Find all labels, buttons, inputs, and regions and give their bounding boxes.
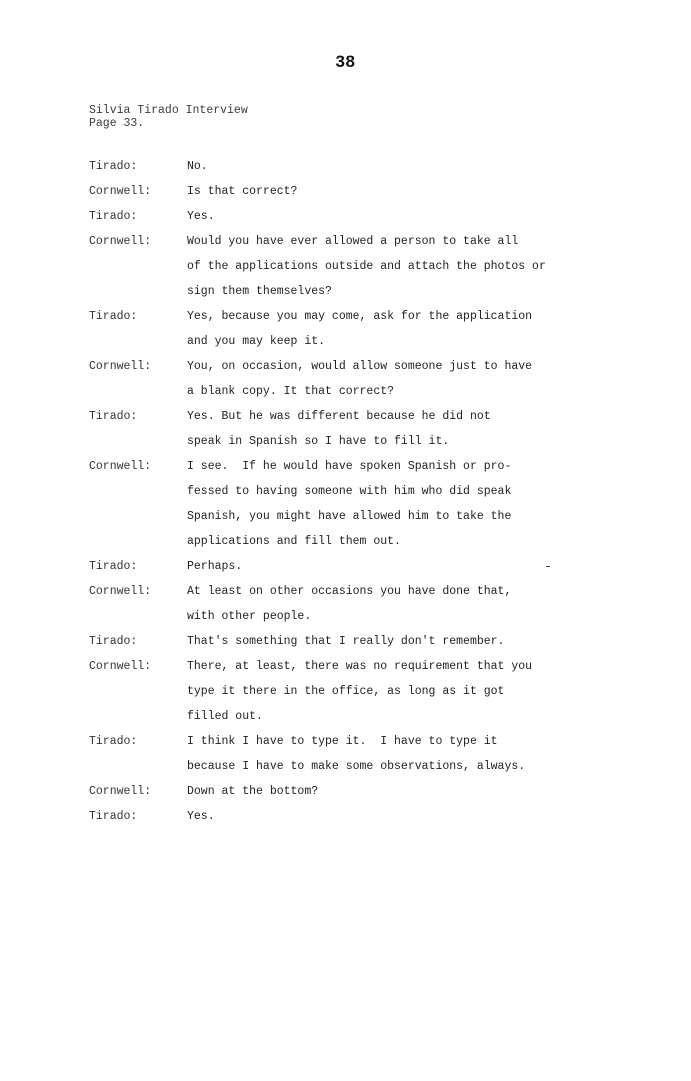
utterance	[187, 629, 649, 654]
speaker-name: Cornwell:	[89, 585, 152, 598]
transcript-entry	[89, 654, 649, 729]
utterance-line: Spanish, you might have allowed him to take the	[187, 510, 512, 523]
transcript-entry	[89, 404, 649, 454]
transcript-entry	[89, 229, 649, 304]
transcript-entry	[89, 454, 649, 554]
transcript-entry	[89, 779, 649, 804]
transcript-entry	[89, 304, 649, 354]
utterance-line: applications and fill them out.	[187, 535, 401, 548]
page-number: 38	[335, 52, 356, 71]
utterance	[187, 204, 649, 229]
utterance-line: Would you have ever allowed a person to take all	[187, 235, 519, 248]
transcript-entry	[89, 629, 649, 654]
utterance-line: a blank copy. It that correct?	[187, 385, 395, 398]
utterance-line: Is that correct?	[187, 185, 298, 198]
stray-mark	[546, 566, 550, 567]
utterance-line: You, on occasion, would allow someone just to have	[187, 360, 533, 373]
speaker-name: Tirado:	[89, 310, 138, 323]
utterance	[187, 454, 649, 554]
speaker-name: Tirado:	[89, 160, 138, 173]
utterance-line: fessed to having someone with him who did speak	[187, 485, 512, 498]
utterance	[187, 354, 649, 404]
utterance	[187, 804, 649, 829]
utterance-line: Yes, because you may come, ask for the application	[187, 310, 533, 323]
transcript-entry	[89, 729, 649, 779]
speaker-name: Tirado:	[89, 735, 138, 748]
speaker-name: Tirado:	[89, 635, 138, 648]
speaker-name: Tirado:	[89, 210, 138, 223]
utterance	[187, 154, 649, 179]
speaker-name: Cornwell:	[89, 460, 152, 473]
speaker-name: Cornwell:	[89, 785, 152, 798]
utterance-line: There, at least, there was no requirement that you	[187, 660, 533, 673]
speaker-name: Cornwell:	[89, 185, 152, 198]
transcript-entry	[89, 804, 649, 829]
utterance-line: with other people.	[187, 610, 312, 623]
transcript-entry	[89, 154, 649, 179]
transcript-entry	[89, 204, 649, 229]
transcript-entry	[89, 579, 649, 629]
utterance	[187, 779, 649, 804]
utterance-line: Perhaps.	[187, 560, 243, 573]
utterance	[187, 179, 649, 204]
utterance	[187, 404, 649, 454]
utterance	[187, 554, 649, 579]
document-header	[89, 104, 248, 130]
utterance-line: and you may keep it.	[187, 335, 326, 348]
utterance	[187, 729, 649, 779]
utterance-line: of the applications outside and attach the photos or	[187, 260, 546, 273]
utterance-line: That's something that I really don't remember.	[187, 635, 505, 648]
utterance-line: type it there in the office, as long as it got	[187, 685, 505, 698]
transcript-entry	[89, 179, 649, 204]
utterance	[187, 229, 649, 304]
utterance-line: I think I have to type it. I have to type it	[187, 735, 498, 748]
utterance-line: Down at the bottom?	[187, 785, 319, 798]
speaker-name: Tirado:	[89, 810, 138, 823]
utterance-line: No.	[187, 160, 208, 173]
transcript-entry	[89, 354, 649, 404]
transcript-entry	[89, 554, 649, 579]
header-title: Silvia Tirado Interview	[89, 104, 248, 117]
utterance-line: because I have to make some observations, always.	[187, 760, 526, 773]
utterance-line: filled out.	[187, 710, 263, 723]
speaker-name: Cornwell:	[89, 660, 152, 673]
speaker-name: Cornwell:	[89, 235, 152, 248]
speaker-name: Tirado:	[89, 410, 138, 423]
header-page-ref: Page 33.	[89, 117, 145, 130]
utterance-line: I see. If he would have spoken Spanish or pro-	[187, 460, 512, 473]
utterance-line: Yes.	[187, 210, 215, 223]
utterance	[187, 579, 649, 629]
utterance-line: speak in Spanish so I have to fill it.	[187, 435, 450, 448]
utterance-line: At least on other occasions you have done that,	[187, 585, 512, 598]
utterance	[187, 304, 649, 354]
utterance-line: sign them themselves?	[187, 285, 332, 298]
transcript	[89, 154, 649, 829]
speaker-name: Cornwell:	[89, 360, 152, 373]
utterance-line: Yes. But he was different because he did not	[187, 410, 491, 423]
utterance-line: Yes.	[187, 810, 215, 823]
utterance	[187, 654, 649, 729]
speaker-name: Tirado:	[89, 560, 138, 573]
